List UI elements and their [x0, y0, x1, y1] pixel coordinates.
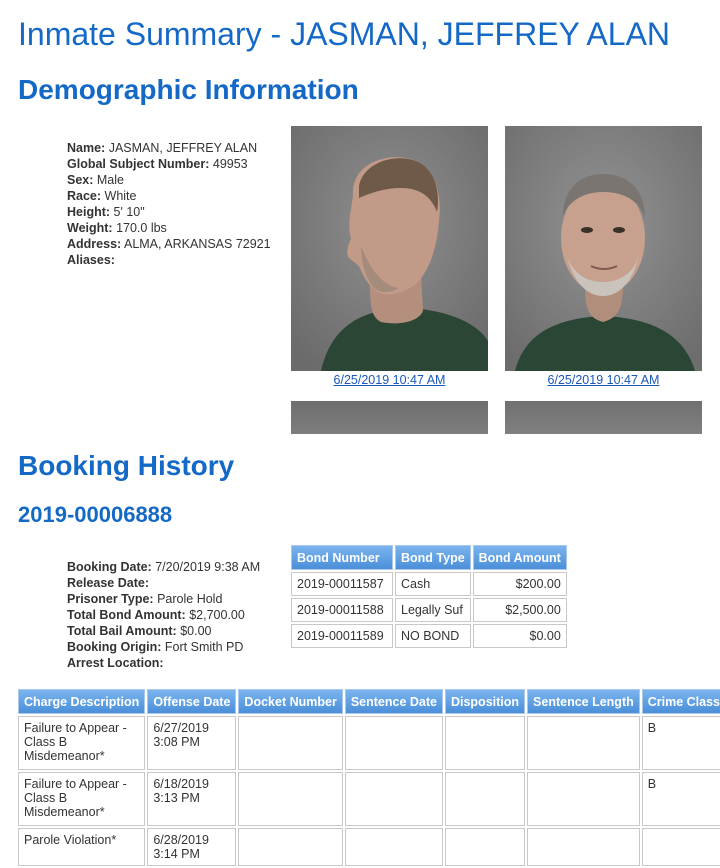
crime-class-cell: B — [642, 716, 720, 770]
charge-description-header: Charge Description — [18, 689, 145, 714]
field-arrest-location: Arrest Location: — [67, 656, 164, 670]
bond-number-cell: 2019-00011589 — [291, 624, 393, 648]
field-sex: Sex: Male — [67, 173, 124, 187]
field-booking-date: Booking Date: 7/20/2019 9:38 AM — [67, 560, 261, 574]
demographic-fields — [67, 140, 271, 268]
offense-date-header: Offense Date — [147, 689, 236, 714]
bond-type-cell: Legally Suf — [395, 598, 471, 622]
field-release-date: Release Date: — [67, 576, 149, 590]
bond-amount-cell: $2,500.00 — [473, 598, 567, 622]
booking-fields — [67, 559, 260, 671]
mugshot-profile-caption[interactable]: 6/25/2019 10:47 AM — [333, 373, 446, 387]
sentence-date-cell — [345, 828, 443, 866]
offense-date-cell: 6/27/2019 3:08 PM — [147, 716, 236, 770]
field-booking-origin: Booking Origin: Fort Smith PD — [67, 640, 244, 654]
crime-class-cell: B — [642, 772, 720, 826]
sentence-date-cell — [345, 772, 443, 826]
field-race: Race: White — [67, 189, 137, 203]
docket-number-cell — [238, 716, 342, 770]
bond-amount-cell: $200.00 — [473, 572, 567, 596]
sentence-date-cell — [345, 716, 443, 770]
bond-table-header — [291, 545, 567, 570]
table-row — [18, 828, 720, 866]
charges-table — [16, 687, 720, 868]
sentence-length-cell — [527, 828, 640, 866]
disposition-header: Disposition — [445, 689, 525, 714]
disposition-cell — [445, 716, 525, 770]
charges-table-container[interactable] — [16, 687, 720, 868]
docket-number-cell — [238, 828, 342, 866]
sentence-date-header: Sentence Date — [345, 689, 443, 714]
table-row — [18, 772, 720, 826]
table-row — [18, 716, 720, 770]
page-title: Inmate Summary - JASMAN, JEFFREY ALAN — [18, 16, 671, 52]
bond-amount-header: Bond Amount — [473, 545, 567, 570]
offense-date-cell: 6/18/2019 3:13 PM — [147, 772, 236, 826]
bond-number-cell: 2019-00011587 — [291, 572, 393, 596]
field-aliases: Aliases: — [67, 253, 115, 267]
bond-amount-cell: $0.00 — [473, 624, 567, 648]
field-prisoner-type: Prisoner Type: Parole Hold — [67, 592, 223, 606]
table-row — [291, 572, 567, 596]
crime-class-header: Crime Class — [642, 689, 720, 714]
field-total-bail-amount: Total Bail Amount: $0.00 — [67, 624, 212, 638]
field-global-subject-number: Global Subject Number: 49953 — [67, 157, 248, 171]
booking-number: 2019-00006888 — [18, 502, 173, 527]
demographic-heading: Demographic Information — [18, 74, 359, 105]
mugshot-profile-photo[interactable] — [291, 126, 488, 371]
booking-history-heading: Booking History — [18, 450, 235, 481]
sentence-length-cell — [527, 716, 640, 770]
bond-type-header: Bond Type — [395, 545, 471, 570]
field-total-bond-amount: Total Bond Amount: $2,700.00 — [67, 608, 245, 622]
docket-number-cell — [238, 772, 342, 826]
mugshot-front-caption[interactable]: 6/25/2019 10:47 AM — [547, 373, 660, 387]
mugshot-additional-photo-2[interactable] — [505, 401, 702, 434]
charges-table-header — [18, 689, 720, 714]
docket-number-header: Docket Number — [238, 689, 342, 714]
field-name: Name: JASMAN, JEFFREY ALAN — [67, 141, 258, 155]
disposition-cell — [445, 772, 525, 826]
sentence-length-cell — [527, 772, 640, 826]
offense-date-cell: 6/28/2019 3:14 PM — [147, 828, 236, 866]
field-height: Height: 5' 10" — [67, 205, 145, 219]
charge-description-cell: Failure to Appear - Class B Misdemeanor* — [18, 772, 145, 826]
crime-class-cell — [642, 828, 720, 866]
bond-type-cell: Cash — [395, 572, 471, 596]
bond-type-cell: NO BOND — [395, 624, 471, 648]
bond-number-header: Bond Number — [291, 545, 393, 570]
bond-number-cell: 2019-00011588 — [291, 598, 393, 622]
charge-description-cell: Parole Violation* — [18, 828, 145, 866]
sentence-length-header: Sentence Length — [527, 689, 640, 714]
table-row — [291, 624, 567, 648]
field-weight: Weight: 170.0 lbs — [67, 221, 167, 235]
field-address: Address: ALMA, ARKANSAS 72921 — [67, 237, 271, 251]
disposition-cell — [445, 828, 525, 866]
bond-table — [289, 543, 569, 650]
mugshot-front-photo[interactable] — [505, 126, 702, 371]
charge-description-cell: Failure to Appear - Class B Misdemeanor* — [18, 716, 145, 770]
table-row — [291, 598, 567, 622]
mugshot-additional-photo-1[interactable] — [291, 401, 488, 434]
